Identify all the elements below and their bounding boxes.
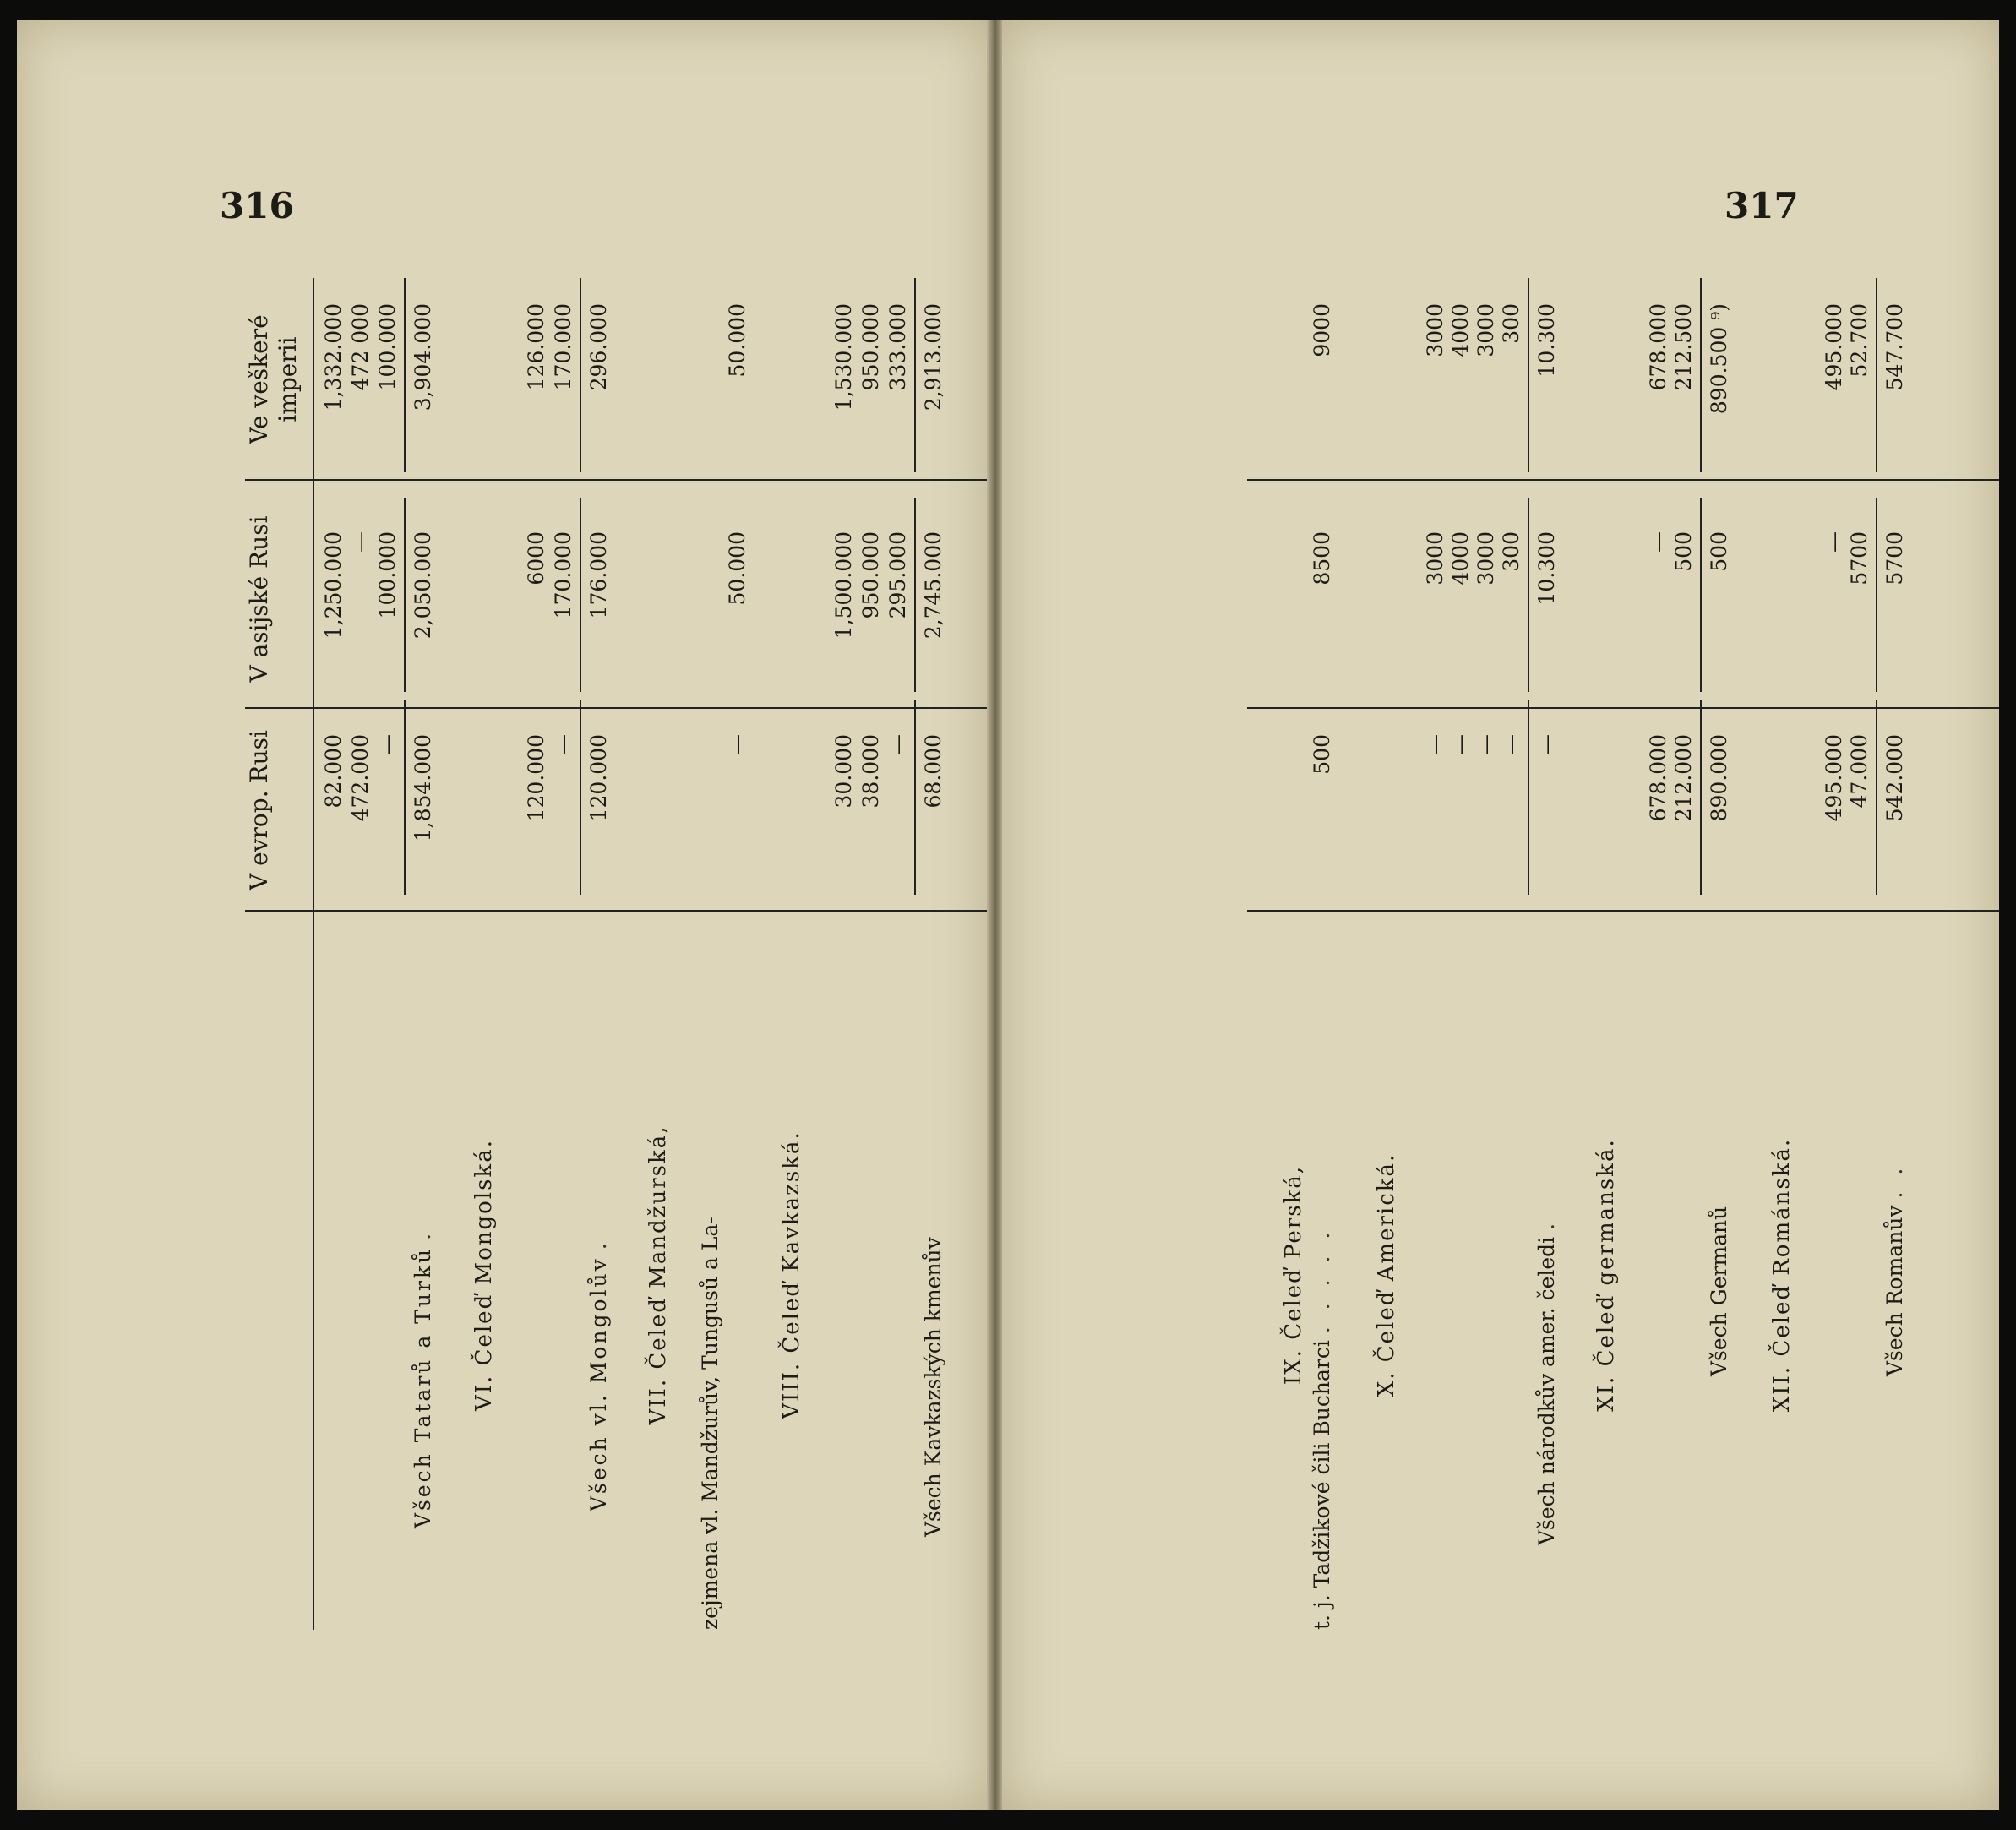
cell-asian: 5700 <box>1883 531 1907 585</box>
cell-asian: — <box>1822 531 1846 553</box>
section-heading: VII. Čeleď Mandžurská, <box>646 1125 671 1425</box>
cell-asian: 8500 <box>1310 531 1334 585</box>
cell-european: 68.000 <box>921 734 945 809</box>
cell-asian: 500 <box>1671 531 1696 572</box>
table-row <box>831 278 857 1630</box>
table-row <box>858 278 884 1630</box>
cell-total: 950.000 <box>858 303 883 391</box>
table-row <box>1474 278 1499 1630</box>
table-row <box>375 278 400 1630</box>
section-heading: VI. Čeleď Mongolská. <box>471 1139 497 1411</box>
cell-asian: — <box>348 531 373 553</box>
cell-asian: 4000 <box>1448 531 1473 585</box>
cell-total: 678.000 <box>1646 303 1670 391</box>
cell-european: 120.000 <box>524 734 548 822</box>
left-page <box>17 20 989 1810</box>
cell-total: 100.000 <box>375 303 400 391</box>
cell-european: 212.000 <box>1671 734 1696 822</box>
table-row <box>348 278 373 1630</box>
cell-asian: 300 <box>1499 531 1523 572</box>
cell-total: 212.500 <box>1671 303 1696 391</box>
cell-european: — <box>1534 734 1559 755</box>
sum-rule <box>1876 278 1877 472</box>
cell-european: 82.000 <box>321 734 346 809</box>
cell-asian: 10.300 <box>1534 531 1559 606</box>
sum-rule <box>1528 700 1529 895</box>
table-row <box>725 278 750 1630</box>
cell-total: 2,913.000 <box>921 303 945 411</box>
cell-european: — <box>1474 734 1498 755</box>
total-row: Všech Tatarů a Turků . 1,854.000 2,050.000 3,904.000 <box>411 303 435 1528</box>
total-row: Všech Romanův . . 542.000 5700 547.700 <box>1883 303 1907 1376</box>
sum-rule <box>580 498 581 692</box>
cell-european: — <box>551 734 575 755</box>
cell-asian: 50.000 <box>725 531 749 606</box>
cell-asian: 5700 <box>1847 531 1872 585</box>
cell-asian: 1,500.000 <box>831 531 856 640</box>
cell-european: 30.000 <box>831 734 856 809</box>
sum-rule <box>580 700 581 895</box>
total-label: Všech vl. Mongolův <box>586 1256 611 1511</box>
table-row <box>524 278 549 1630</box>
sum-rule <box>1876 700 1877 895</box>
row-label: t. j. Tadžikové čili Bucharci <box>1310 1340 1334 1630</box>
cell-total: 300 <box>1499 303 1523 344</box>
cell-european: — <box>1423 734 1447 755</box>
cell-european: 1,854.000 <box>411 734 435 842</box>
cell-asian: 950.000 <box>858 531 883 619</box>
cell-european: 120.000 <box>586 734 611 822</box>
sum-rule <box>404 700 406 895</box>
sum-rule <box>1700 700 1702 895</box>
cell-total: 333.000 <box>885 303 910 391</box>
cell-total: 1,332.000 <box>321 303 346 411</box>
total-label: Všech Kavkazských kmenův <box>921 1237 945 1537</box>
cell-asian: 6000 <box>524 531 548 585</box>
cell-european: — <box>1448 734 1473 755</box>
total-row: Všech vl. Mongolův . 120.000 176.000 296.000 <box>586 303 611 1511</box>
sum-rule <box>914 498 916 692</box>
cell-total: 3,904.000 <box>411 303 435 411</box>
statistics-table <box>245 278 989 1630</box>
cell-asian: 295.000 <box>885 531 910 619</box>
cell-asian: 2,745.000 <box>921 531 945 640</box>
cell-total: 3000 <box>1423 303 1447 357</box>
sum-rule <box>1700 278 1702 472</box>
cell-european: 500 <box>1310 734 1334 775</box>
cell-total: 547.700 <box>1883 303 1907 391</box>
page-number: 317 <box>1724 185 1799 226</box>
cell-asian: — <box>1646 531 1670 553</box>
cell-total: 472 000 <box>348 303 373 391</box>
total-label: Všech Romanův <box>1883 1205 1907 1376</box>
column-header-whole-empire: Ve veškeré imperii <box>245 314 302 444</box>
cell-asian: 500 <box>1707 531 1731 572</box>
cell-total: 10.300 <box>1534 303 1559 378</box>
cell-european: 472.000 <box>348 734 373 822</box>
cell-total: 170.000 <box>551 303 575 391</box>
cell-total: 1,530.000 <box>831 303 856 411</box>
sum-rule <box>1876 498 1877 692</box>
book-gutter <box>987 20 1004 1810</box>
cell-total: 296.000 <box>586 303 611 391</box>
sum-rule <box>1528 498 1529 692</box>
section-heading: XI. Čeleď germanská. <box>1594 1138 1619 1412</box>
cell-total: 3000 <box>1474 303 1498 357</box>
sum-rule <box>404 278 406 472</box>
row-label: zejmena vl. Mandžurův, Tungusů a La- <box>698 1217 722 1630</box>
cell-total: 52.700 <box>1847 303 1872 378</box>
table-row <box>1646 278 1671 1630</box>
cell-asian: 100.000 <box>375 531 400 619</box>
cell-european: 47.000 <box>1847 734 1872 809</box>
table-row <box>551 278 576 1630</box>
table-row <box>1499 278 1524 1630</box>
cell-asian: 3000 <box>1423 531 1447 585</box>
table-row <box>885 278 911 1630</box>
cell-total: 495.000 <box>1822 303 1846 391</box>
table-row: t. j. Tadžikové čili Bucharci . . . . . 500 8500 9000 <box>1310 303 1334 1630</box>
header-rule <box>313 278 314 1630</box>
cell-asian: 2,050.000 <box>411 531 435 640</box>
table-row <box>1423 278 1448 1630</box>
cell-european: — <box>1499 734 1523 755</box>
total-label: Všech Tatarů a Turků <box>411 1246 435 1528</box>
section-heading: VIII. Čeleď Kavkazská. <box>779 1130 804 1419</box>
cell-european: — <box>375 734 400 755</box>
sum-rule <box>914 278 916 472</box>
total-row <box>1707 278 1732 1630</box>
table-row <box>321 278 346 1630</box>
cell-total: 126.000 <box>524 303 548 391</box>
cell-asian: 176.000 <box>586 531 611 619</box>
cell-total: 9000 <box>1310 303 1334 357</box>
table-row <box>1822 278 1847 1630</box>
cell-asian: 1,250.000 <box>321 531 346 640</box>
cell-total: 890.500 ⁹) <box>1707 303 1731 415</box>
sum-rule <box>914 700 916 895</box>
sum-rule <box>580 278 581 472</box>
table-row <box>1671 278 1697 1630</box>
total-label: Všech národkův amer. čeledi <box>1534 1236 1559 1545</box>
column-header-european-russia: V evrop. Rusi <box>245 730 273 890</box>
cell-european: 678.000 <box>1646 734 1670 822</box>
sum-rule <box>1700 498 1702 692</box>
cell-european: 38.000 <box>858 734 883 809</box>
cell-european: — <box>885 734 910 755</box>
section-heading: XII. Čeleď Románská. <box>1769 1137 1795 1413</box>
cell-european: 542.000 <box>1883 734 1907 822</box>
cell-total: 50.000 <box>725 303 749 378</box>
cell-asian: 3000 <box>1474 531 1498 585</box>
section-heading: X. Čeleď Americká. <box>1374 1152 1399 1397</box>
cell-total: 4000 <box>1448 303 1473 357</box>
right-page <box>1002 20 1999 1810</box>
sum-rule <box>1528 278 1529 472</box>
section-heading: IX. Čeleď Perská, <box>1281 1164 1306 1386</box>
table-row <box>1847 278 1872 1630</box>
total-row <box>921 278 946 1630</box>
cell-asian: 170.000 <box>551 531 575 619</box>
table-row <box>698 278 723 1630</box>
page-number: 316 <box>220 185 294 226</box>
sum-rule <box>404 498 406 692</box>
total-row: Všech národkův amer. čeledi . — 10.300 10.300 <box>1534 303 1559 1545</box>
statistics-table <box>1247 278 1999 1630</box>
cell-european: 890.000 <box>1707 734 1731 822</box>
cell-european: — <box>725 734 749 755</box>
table-row <box>1448 278 1474 1630</box>
cell-european: 495.000 <box>1822 734 1846 822</box>
total-label: Všech Germanů <box>1707 1206 1731 1376</box>
column-header-asian-russia: V asijské Rusi <box>245 515 273 683</box>
